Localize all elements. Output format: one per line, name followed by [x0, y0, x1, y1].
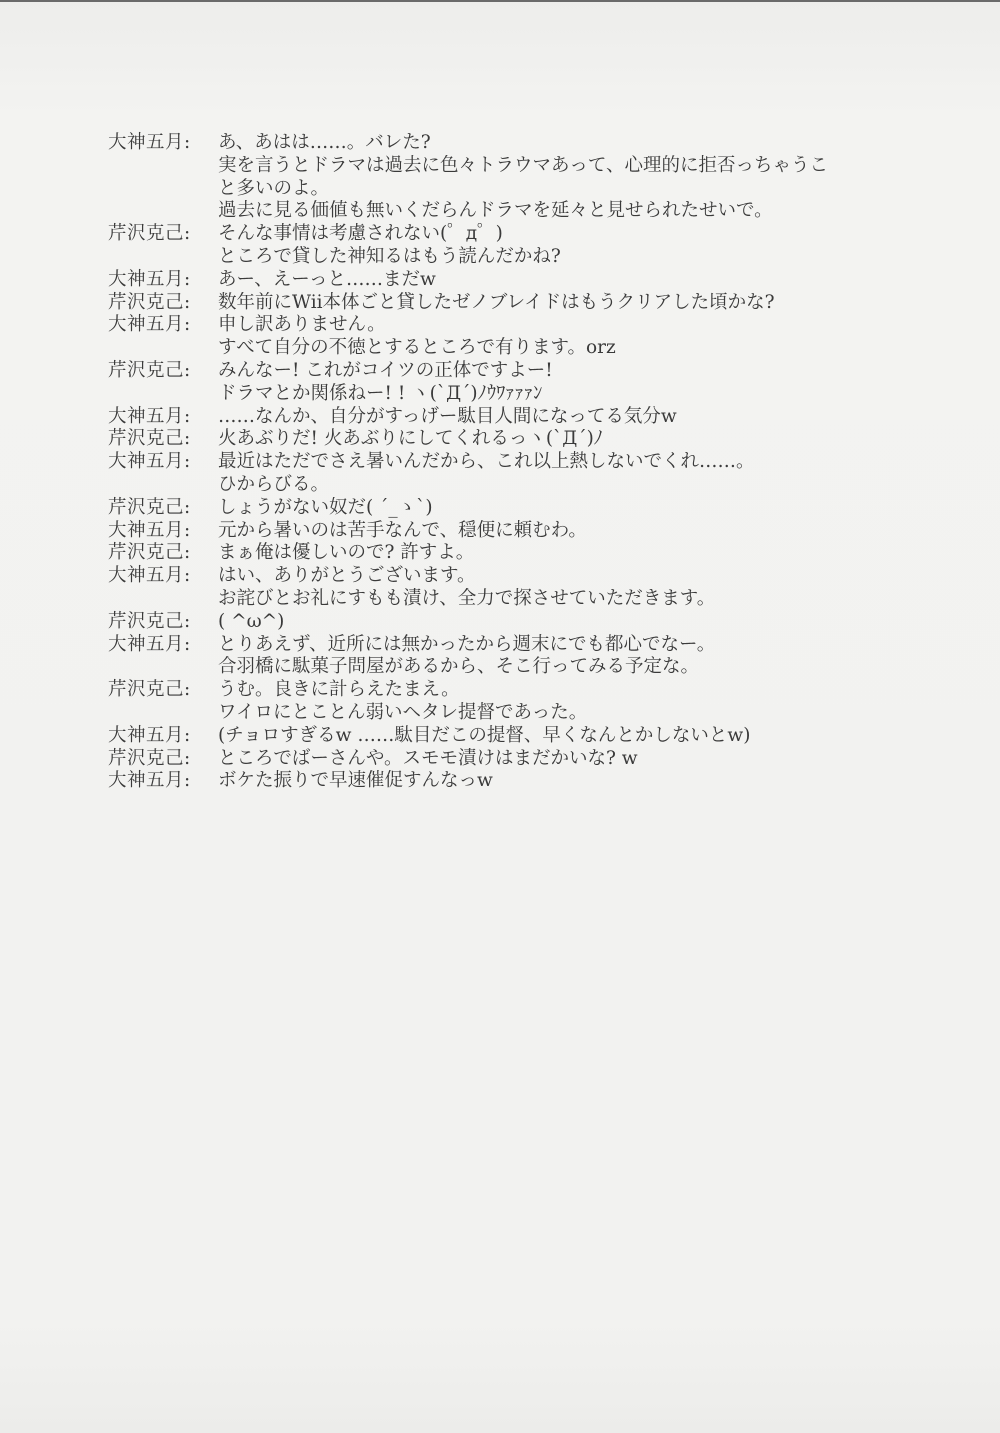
- dialogue-line: [108, 178, 928, 201]
- dialogue-text: 数年前にWii本体ごと貸したゼノブレイドはもうクリアした頃かな?: [218, 291, 775, 313]
- speaker-name: 大神五月:: [108, 724, 191, 746]
- dialogue-text: (チョロすぎるw ……駄目だこの提督、早くなんとかしないとw): [218, 724, 751, 746]
- dialogue-line: [108, 314, 928, 337]
- dialogue-line: [108, 588, 928, 611]
- speaker-name: 大神五月:: [108, 314, 191, 336]
- dialogue-text: とりあえず、近所には無かったから週末にでも都心でなー。: [218, 633, 716, 655]
- dialogue-line: [108, 520, 928, 543]
- dialogue-line: [108, 770, 928, 793]
- dialogue-line: [108, 725, 928, 748]
- speaker-name: 芹沢克己:: [108, 542, 191, 564]
- dialogue-text: ひからびる。: [218, 473, 330, 495]
- speaker-name: 芹沢克己:: [108, 747, 191, 769]
- speaker-name: 芹沢克己:: [108, 679, 191, 701]
- dialogue-line: [108, 428, 928, 451]
- dialogue-line: [108, 132, 928, 155]
- speaker-name: 芹沢克己:: [108, 291, 191, 313]
- speaker-name: 大神五月:: [108, 565, 191, 587]
- dialogue-line: [108, 451, 928, 474]
- dialogue-text: 申し訳ありません。: [218, 314, 386, 336]
- dialogue-text: ところで貸した神知るはもう読んだかね?: [218, 245, 561, 267]
- dialogue-text: 合羽橋に駄菓子問屋があるから、そこ行ってみる予定な。: [218, 656, 700, 678]
- dialogue-text: 最近はただでさえ暑いんだから、これ以上熱しないでくれ……。: [218, 451, 755, 473]
- dialogue-line: [108, 542, 928, 565]
- speaker-name: 芹沢克己:: [108, 610, 191, 632]
- dialogue-text: と多いのよ。: [218, 177, 330, 199]
- dialogue-text: 過去に見る価値も無いくだらんドラマを延々と見せられたせいで。: [218, 200, 773, 222]
- dialogue-text: お詫びとお礼にすもも漬け、全力で探させていただきます。: [218, 587, 716, 609]
- speaker-name: 芹沢克己:: [108, 428, 191, 450]
- dialogue-script: [108, 132, 928, 793]
- dialogue-line: [108, 360, 928, 383]
- dialogue-text: すべて自分の不徳とするところで有ります。orz: [218, 337, 616, 359]
- dialogue-line: [108, 679, 928, 702]
- dialogue-line: [108, 223, 928, 246]
- speaker-name: 大神五月:: [108, 268, 191, 290]
- dialogue-text: 元から暑いのは苦手なんで、穏便に頼むわ。: [218, 519, 587, 541]
- dialogue-text: 実を言うとドラマは過去に色々トラウマあって、心理的に拒否っちゃうこ: [218, 154, 828, 176]
- speaker-name: 大神五月:: [108, 132, 191, 153]
- dialogue-line: [108, 200, 928, 223]
- dialogue-text: はい、ありがとうございます。: [218, 565, 476, 587]
- dialogue-text: ドラマとか関係ねー! ! ヽ(`Д´)ﾉｳﾜｧｧｧﾝ: [218, 382, 543, 404]
- dialogue-text: ( ^ω^): [218, 610, 285, 632]
- dialogue-line: [108, 269, 928, 292]
- dialogue-line: [108, 634, 928, 657]
- speaker-name: 大神五月:: [108, 451, 191, 473]
- page-top-edge: [0, 0, 1000, 2]
- speaker-name: 大神五月:: [108, 770, 191, 792]
- dialogue-line: [108, 246, 928, 269]
- dialogue-text: ワイロにとことん弱いヘタレ提督であった。: [218, 701, 588, 723]
- dialogue-text: みんなー! これがコイツの正体ですよー!: [218, 359, 553, 381]
- dialogue-text: まぁ俺は優しいので? 許すよ。: [218, 542, 475, 564]
- dialogue-text: しょうがない奴だ( ´_ゝ`): [218, 496, 433, 518]
- dialogue-line: [108, 155, 928, 178]
- dialogue-line: [108, 406, 928, 429]
- dialogue-line: [108, 611, 928, 634]
- dialogue-text: ところでばーさんや。スモモ漬けはまだかいな? w: [218, 747, 638, 769]
- speaker-name: 芹沢克己:: [108, 359, 191, 381]
- dialogue-line: [108, 748, 928, 771]
- speaker-name: 芹沢克己:: [108, 223, 191, 245]
- dialogue-text: ボケた振りで早速催促すんなっw: [218, 770, 493, 792]
- speaker-name: 大神五月:: [108, 405, 191, 427]
- speaker-name: 大神五月:: [108, 633, 191, 655]
- dialogue-text: ……なんか、自分がすっげー駄目人間になってる気分w: [218, 405, 677, 427]
- dialogue-text: あー、えーっと……まだw: [218, 268, 436, 290]
- dialogue-line: [108, 497, 928, 520]
- dialogue-text: 火あぶりだ! 火あぶりにしてくれるっヽ(`Д´)ﾉ: [218, 428, 604, 450]
- dialogue-line: [108, 337, 928, 360]
- dialogue-line: [108, 474, 928, 497]
- dialogue-text: そんな事情は考慮されない(゜д゜): [218, 223, 503, 245]
- dialogue-text: あ、あはは……。バレた?: [218, 132, 431, 153]
- dialogue-line: [108, 383, 928, 406]
- dialogue-line: [108, 656, 928, 679]
- dialogue-line: [108, 292, 928, 315]
- dialogue-line: [108, 702, 928, 725]
- dialogue-line: [108, 565, 928, 588]
- speaker-name: 芹沢克己:: [108, 496, 191, 518]
- dialogue-text: うむ。良きに計らえたまえ。: [218, 679, 460, 701]
- speaker-name: 大神五月:: [108, 519, 191, 541]
